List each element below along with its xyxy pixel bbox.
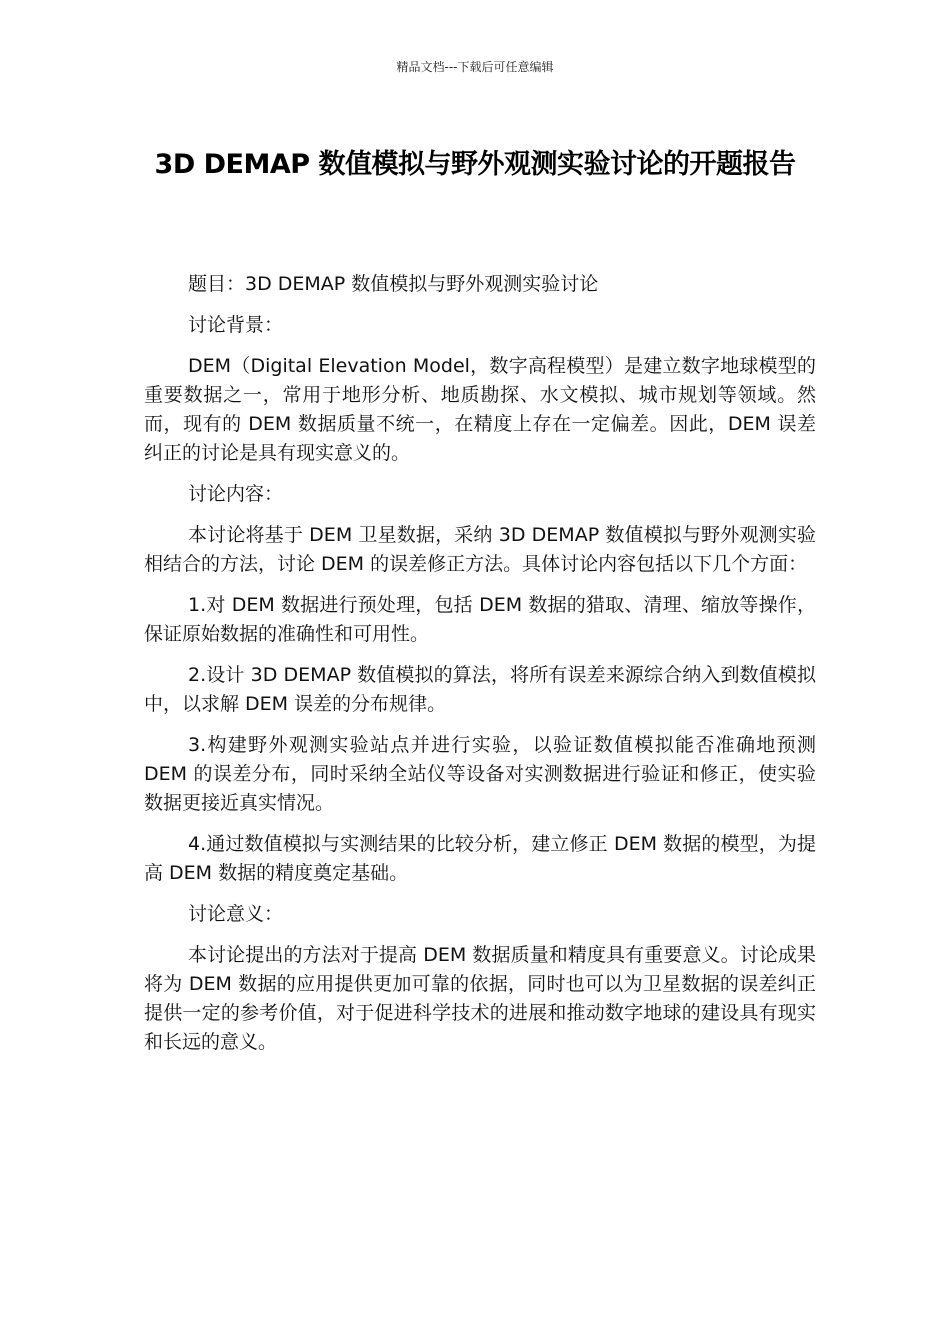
content-item-3: 3.构建野外观测实验站点并进行实验，以验证数值模拟能否准确地预测 DEM 的误差分布，同时采纳全站仪等设备对实测数据进行验证和修正，使实验数据更接近真实情况。 — [144, 734, 816, 814]
content-item-4: 4.通过数值模拟与实测结果的比较分析，建立修正 DEM 数据的模型，为提高 DEM 数据的精度奠定基础。 — [144, 833, 816, 884]
header-note: 精品文档---下载后可任意编辑 — [396, 60, 554, 74]
topic-line: 题目：3D DEMAP 数值模拟与野外观测实验讨论 — [188, 273, 599, 295]
section-heading-background: 讨论背景： — [188, 314, 284, 336]
section-heading-significance: 讨论意义： — [188, 903, 284, 925]
content-item-1: 1.对 DEM 数据进行预处理，包括 DEM 数据的猎取、清理、缩放等操作，保证原始数据的准确性和可用性。 — [144, 594, 816, 645]
content-item-2: 2.设计 3D DEMAP 数值模拟的算法，将所有误差来源综合纳入到数值模拟中，以求解 DEM 误差的分布规律。 — [144, 664, 816, 715]
document-title: 3D DEMAP 数值模拟与野外观测实验讨论的开题报告 — [154, 149, 796, 180]
section-heading-content: 讨论内容： — [188, 483, 284, 505]
document-body — [144, 270, 816, 1069]
significance-paragraph: 本讨论提出的方法对于提高 DEM 数据质量和精度具有重要意义。讨论成果将为 DEM 数据的应用提供更加可靠的依据，同时也可以为卫星数据的误差纠正提供一定的参考价值，对于促进科学技术的进展和推动数字地球的建设具有现实和长远的意义。 — [144, 944, 816, 1053]
background-paragraph: DEM（Digital Elevation Model，数字高程模型）是建立数字地球模型的重要数据之一，常用于地形分析、地质勘探、水文模拟、城市规划等领域。然而，现有的 DEM 数据质量不统一，在精度上存在一定偏差。因此，DEM 误差纠正的讨论是具有现实意义的。 — [144, 355, 816, 464]
content-intro-paragraph: 本讨论将基于 DEM 卫星数据，采纳 3D DEMAP 数值模拟与野外观测实验相结合的方法，讨论 DEM 的误差修正方法。具体讨论内容包括以下几个方面： — [144, 524, 816, 575]
